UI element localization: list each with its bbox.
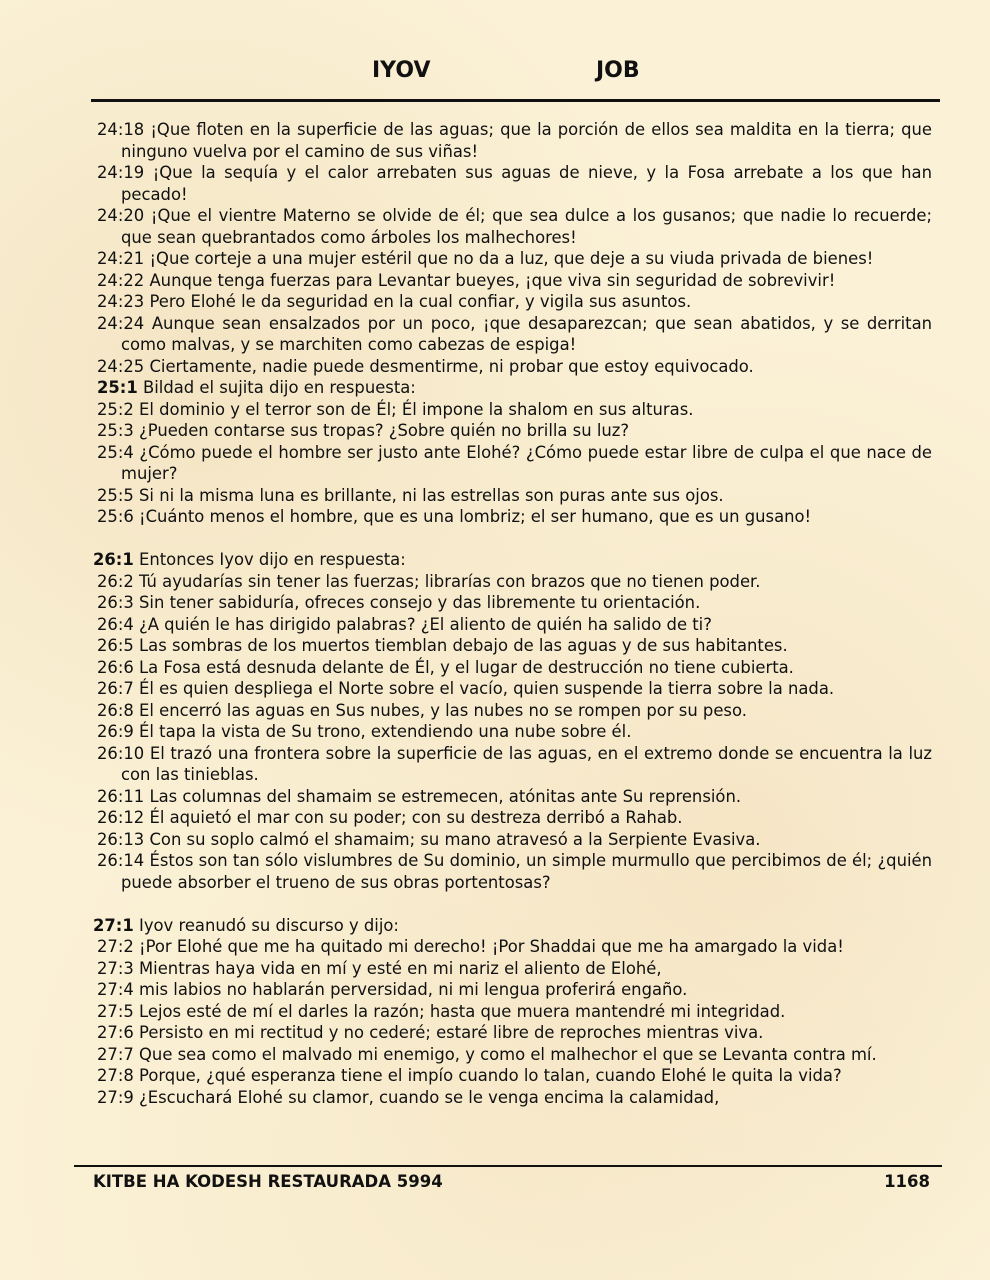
verse (97, 313, 932, 356)
verse-text: Él es quien despliega el Norte sobre el vacío, quien suspende la tierra sobre la nada. (139, 679, 835, 698)
verse-text: Si ni la misma luna es brillante, ni las estrellas son puras ante sus ojos. (139, 485, 724, 505)
book-title-spanish: JOB (596, 58, 640, 83)
verse-ref: 24:18 (97, 120, 145, 139)
chapter-start-verse (93, 915, 932, 937)
verse-ref: 24:21 (97, 249, 145, 268)
verse-ref: 25:3 (97, 421, 134, 440)
verse-ref: 25:1 (97, 378, 138, 397)
verse-text: ¡Que corteje a una mujer estéril que no da a luz, que deje a su viuda privada de bienes! (149, 249, 874, 268)
verse-text: Aunque sean ensalzados por un poco, ¡que desaparezcan; que sean abatidos, y se derritan como malvas, y se marchiten como cabezas de espiga! (121, 313, 932, 354)
verse-text: ¡Que floten en la superficie de las aguas; que la porción de ellos sea maldita en la tierra; que ninguno vuelva por el camino de sus viñas! (121, 120, 933, 161)
verse (97, 291, 932, 313)
verse (97, 162, 932, 205)
page-header (0, 58, 990, 90)
verse-ref: 24:20 (97, 206, 145, 225)
chapter-start-verse (97, 377, 932, 399)
verse-ref: 26:3 (97, 593, 134, 612)
verse-ref: 26:11 (97, 786, 145, 806)
verse-text: Aunque tenga fuerzas para Levantar bueyes, ¡que viva sin seguridad de sobrevivir! (149, 270, 836, 290)
verse (97, 506, 932, 528)
verse (97, 1022, 932, 1044)
verse-text: Con su soplo calmó el shamaim; su mano atravesó a la Serpiente Evasiva. (149, 829, 761, 849)
verse (97, 614, 932, 636)
verse (97, 420, 932, 442)
verse (97, 119, 932, 162)
verse-ref: 26:4 (97, 614, 134, 634)
verse-ref: 26:10 (97, 743, 145, 763)
verse (97, 399, 932, 421)
verse (97, 721, 932, 743)
verse-ref: 27:7 (97, 1044, 134, 1064)
verse-ref: 25:6 (97, 507, 134, 526)
verse (97, 592, 932, 614)
verse-text: Las columnas del shamaim se estremecen, atónitas ante Su reprensión. (149, 786, 742, 806)
verse-text: Porque, ¿qué esperanza tiene el impío cuando lo talan, cuando Elohé le quita la vida? (139, 1066, 842, 1085)
header-rule (91, 99, 940, 102)
verse (97, 485, 932, 507)
verse-ref: 24:19 (97, 163, 145, 182)
verse (97, 1001, 932, 1023)
verse (97, 657, 932, 679)
verse-text: Él tapa la vista de Su trono, extendiendo una nube sobre él. (139, 722, 632, 741)
verse-ref: 25:5 (97, 485, 134, 505)
verse-text: Mientras haya vida en mí y esté en mi nariz el aliento de Elohé, (139, 958, 662, 978)
verse-ref: 26:1 (93, 550, 134, 569)
verse-ref: 27:6 (97, 1023, 134, 1042)
verse-ref: 26:6 (97, 657, 134, 677)
verse-ref: 24:22 (97, 270, 145, 290)
verse-text: ¡Por Elohé que me ha quitado mi derecho! ¡Por Shaddai que me ha amargado la vida! (139, 937, 844, 956)
verse (97, 248, 932, 270)
footer-book-title: KITBE HA KODESH RESTAURADA 5994 (93, 1172, 443, 1191)
verse (97, 743, 932, 786)
verse (97, 850, 932, 893)
verse (97, 979, 932, 1001)
verse-text: Entonces Iyov dijo en respuesta: (139, 550, 406, 569)
verse-text: Él aquietó el mar con su poder; con su destreza derribó a Rahab. (149, 808, 683, 827)
chapter-start-verse (93, 549, 932, 571)
verse-ref: 26:14 (97, 851, 145, 870)
verse-text: Pero Elohé le da seguridad en la cual confiar, y vigila sus asuntos. (149, 292, 692, 311)
section-gap (97, 528, 932, 550)
verse-ref: 26:7 (97, 679, 134, 698)
verse (97, 786, 932, 808)
verse-ref: 26:9 (97, 722, 134, 741)
verse-text: El dominio y el terror son de Él; Él impone la shalom en sus alturas. (139, 399, 694, 419)
verse-ref: 26:8 (97, 700, 134, 720)
verse-text: Sin tener sabiduría, ofreces consejo y das libremente tu orientación. (139, 593, 701, 612)
verse-text: Las sombras de los muertos tiemblan debajo de las aguas y de sus habitantes. (139, 636, 788, 655)
verse (97, 1065, 932, 1087)
verse-text: ¿Escuchará Elohé su clamor, cuando se le venga encima la calamidad, (139, 1087, 720, 1107)
verse-text: ¿A quién le has dirigido palabras? ¿El aliento de quién ha salido de ti? (139, 614, 712, 634)
verse-ref: 26:2 (97, 571, 134, 591)
verse-ref: 27:1 (93, 915, 134, 935)
verse-ref: 27:9 (97, 1087, 134, 1107)
verse-text: La Fosa está desnuda delante de Él, y el lugar de destrucción no tiene cubierta. (139, 657, 794, 677)
verse-ref: 25:2 (97, 399, 134, 419)
verse-text: Iyov reanudó su discurso y dijo: (139, 915, 399, 935)
verse (97, 829, 932, 851)
verse-text: Ciertamente, nadie puede desmentirme, ni probar que estoy equivocado. (149, 356, 754, 376)
footer-rule (74, 1165, 942, 1167)
book-title-hebrew: IYOV (372, 58, 431, 83)
verse (97, 936, 932, 958)
verse (97, 356, 932, 378)
verse-text: ¡Que el vientre Materno se olvide de él; que sea dulce a los gusanos; que nadie lo recuerde; que sean quebrantados como árboles los malhechores! (121, 206, 932, 247)
verse-text: Lejos esté de mí el darles la razón; hasta que muera mantendré mi integridad. (139, 1001, 786, 1021)
verse (97, 205, 932, 248)
verse (97, 270, 932, 292)
verse-text: ¡Que la sequía y el calor arrebaten sus aguas de nieve, y la Fosa arrebate a los que han pecado! (121, 163, 932, 204)
verse-ref: 27:5 (97, 1001, 134, 1021)
verse-text: mis labios no hablarán perversidad, ni mi lengua proferirá engaño. (139, 980, 688, 999)
verse-ref: 27:3 (97, 958, 134, 978)
verse-ref: 26:13 (97, 829, 145, 849)
verse-ref: 25:4 (97, 442, 134, 462)
verse-text: ¡Cuánto menos el hombre, que es una lombriz; el ser humano, que es un gusano! (139, 507, 812, 526)
section-gap (97, 893, 932, 915)
verse-text: Tú ayudarías sin tener las fuerzas; librarías con brazos que no tienen poder. (139, 571, 761, 591)
verse-ref: 24:24 (97, 313, 145, 333)
verse-text: Bildad el sujita dijo en respuesta: (143, 378, 416, 397)
verse-ref: 26:12 (97, 808, 145, 827)
verse (97, 700, 932, 722)
verse (97, 442, 932, 485)
verse-text: Persisto en mi rectitud y no cederé; estaré libre de reproches mientras viva. (139, 1023, 764, 1042)
verse (97, 1044, 932, 1066)
verse-ref: 24:25 (97, 356, 145, 376)
page-number: 1168 (884, 1172, 930, 1191)
verse-ref: 27:2 (97, 937, 134, 956)
verse (97, 571, 932, 593)
verse-text: Que sea como el malvado mi enemigo, y como el malhechor el que se Levanta contra mí. (139, 1044, 877, 1064)
verse (97, 807, 932, 829)
verse (97, 678, 932, 700)
scripture-text (93, 119, 933, 1108)
verse-ref: 27:8 (97, 1066, 134, 1085)
verse (97, 1087, 932, 1109)
verse (97, 958, 932, 980)
verse-ref: 24:23 (97, 292, 145, 311)
verse (97, 635, 932, 657)
verse-text: El trazó una frontera sobre la superficie de las aguas, en el extremo donde se encuentra la luz con las tinieblas. (121, 743, 932, 784)
verse-text: ¿Pueden contarse sus tropas? ¿Sobre quién no brilla su luz? (139, 421, 630, 440)
verse-text: El encerró las aguas en Sus nubes, y las nubes no se rompen por su peso. (139, 700, 747, 720)
verse-text: ¿Cómo puede el hombre ser justo ante Elohé? ¿Cómo puede estar libre de culpa el que nace de mujer? (121, 442, 932, 483)
verse-text: Éstos son tan sólo vislumbres de Su dominio, un simple murmullo que percibimos de él; ¿quién puede absorber el trueno de sus obras portentosas? (121, 851, 932, 892)
verse-ref: 27:4 (97, 980, 134, 999)
verse-ref: 26:5 (97, 636, 134, 655)
